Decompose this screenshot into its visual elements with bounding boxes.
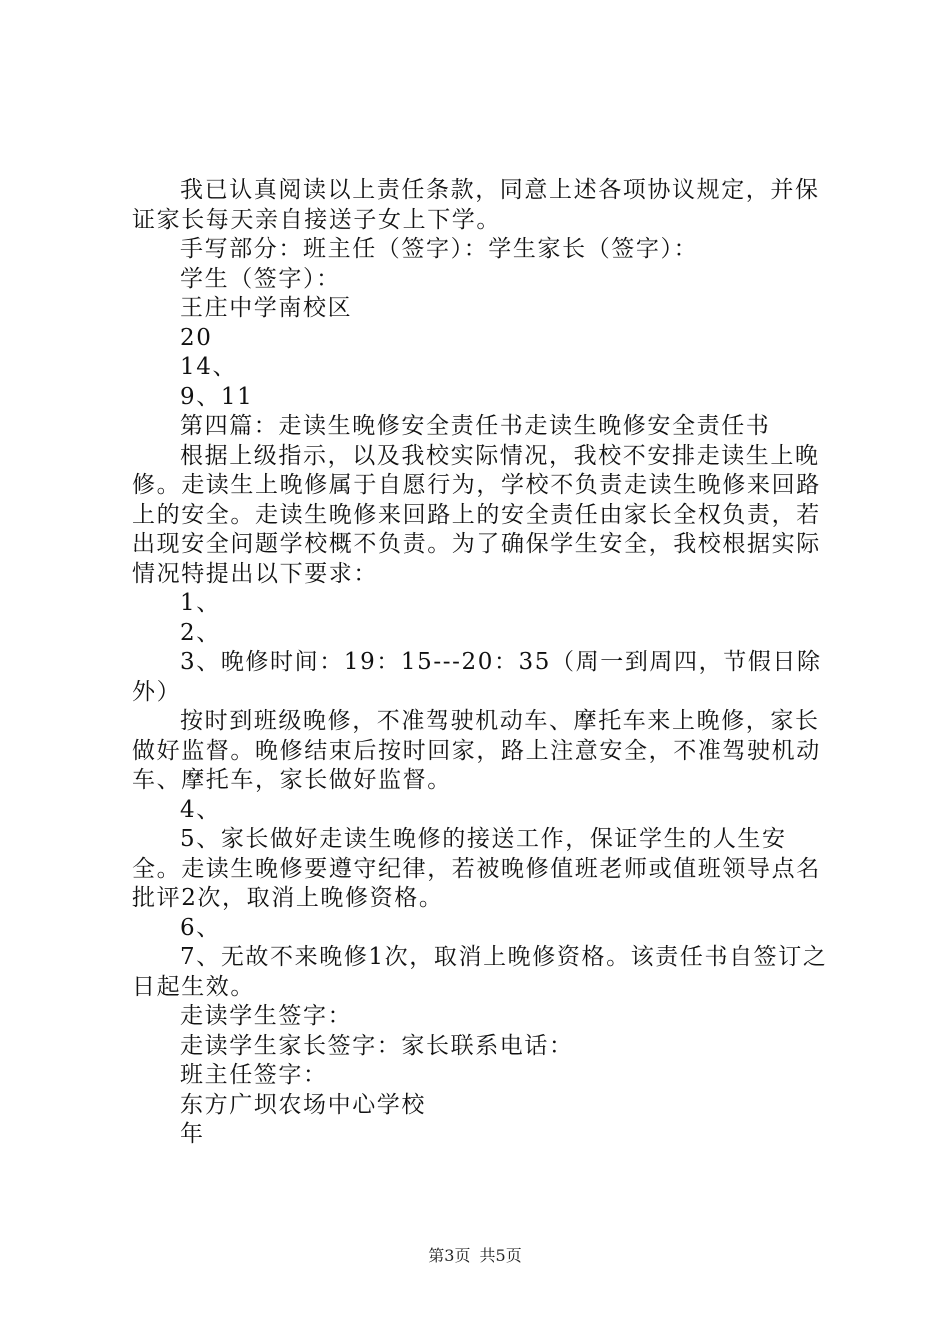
list-item-6: 6、 — [180, 914, 221, 941]
paragraph-rules: 按时到班级晚修，不准驾驶机动车、摩托车来上晚修，家长做好监督。晚修结束后按时回家，路上注意安全，不准驾驶机动车、摩托车，家长做好监督。 — [132, 708, 821, 793]
paragraph-year-part: 20 — [180, 324, 213, 351]
list-item-3: 3、晚修时间：19：15---20：35（周一到周四，节假日除外） — [132, 649, 822, 705]
paragraph-year-part-2: 14、 — [180, 354, 238, 380]
paragraph-date: 9、11 — [180, 383, 254, 410]
signature-parent: 走读学生家长签字：家长联系电话： — [180, 1032, 574, 1059]
page-footer — [0, 1243, 950, 1266]
paragraph-school-name: 王庄中学南校区 — [180, 295, 353, 321]
paragraph-student-signature: 学生（签字）： — [180, 265, 341, 292]
section-heading: 第四篇：走读生晚修安全责任书走读生晚修安全责任书 — [180, 413, 771, 439]
school-name-footer: 东方广坝农场中心学校 — [180, 1091, 426, 1118]
list-item-7: 7、无故不来晚修1次，取消上晚修资格。该责任书自签订之日起生效。 — [132, 944, 828, 1000]
paragraph-handwritten-section: 手写部分：班主任（签字）：学生家长（签字）： — [180, 236, 699, 262]
list-item-1: 1、 — [180, 590, 221, 616]
list-item-5: 5、家长做好走读生晚修的接送工作，保证学生的人生安全。走读生晚修要遵守纪律，若被晚修值班老师或值班领导点名批评2次，取消上晚修资格。 — [132, 826, 821, 911]
page-number: 第3页 — [428, 1246, 471, 1265]
document-body — [132, 176, 832, 1150]
signature-student: 走读学生签字： — [180, 1003, 353, 1029]
paragraph-agreement: 我已认真阅读以上责任条款，同意上述各项协议规定，并保证家长每天亲自接送子女上下学。 — [132, 177, 820, 233]
paragraph-intro: 根据上级指示，以及我校实际情况，我校不安排走读生上晚修。走读生上晚修属于自愿行为，学校不负责走读生晚修来回路上的安全。走读生晚修来回路上的安全责任由家长全权负责，若出现安全问题学校概不负责。为了确保学生安全，我校根据实际情况特提出以下要求： — [132, 442, 821, 587]
signature-teacher: 班主任签字： — [180, 1062, 328, 1088]
list-item-2: 2、 — [180, 619, 221, 646]
list-item-4: 4、 — [180, 796, 221, 823]
page-total: 共5页 — [479, 1246, 522, 1265]
date-year: 年 — [180, 1121, 205, 1147]
